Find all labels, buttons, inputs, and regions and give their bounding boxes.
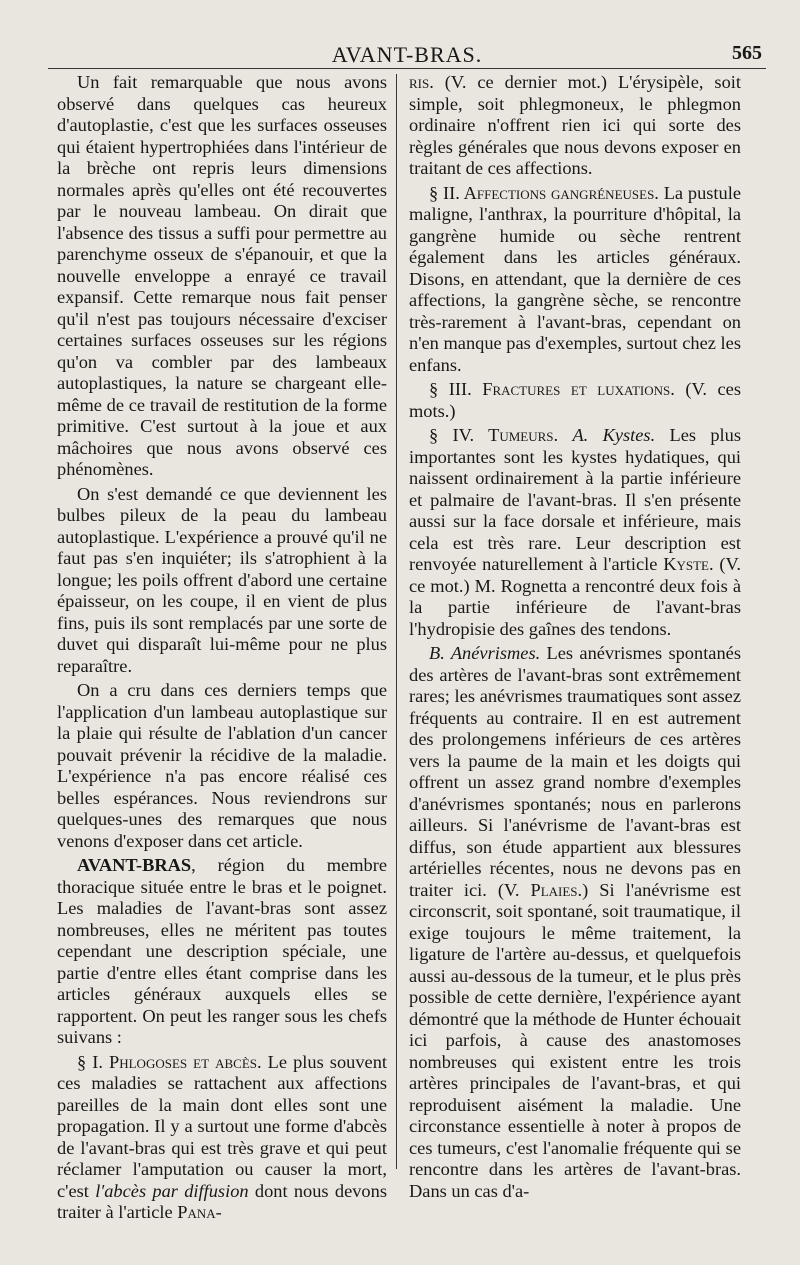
paragraph (57, 1052, 387, 1224)
cross-reference: Plaies (530, 879, 578, 900)
paragraph: Un fait remarquable que nous avons observé dans quelques cas heureux d'autoplastie, c'est que les surfaces osseuses qui étaient hypertrophiées dans l'intérieur de la brèche ont repris leurs dimensions normales après qu'elles ont été recouvertes par le nouveau lambeau. On dirait que l'absence des tissus a suffi pour permettre au parenchyme osseux de s'épanouir, et que la nouvelle enveloppe a enrayé ce travail expansif. Cette remarque nous fait penser qu'il n'est pas toujours nécessaire d'exciser certaines surfaces osseuses sur les régions qu'on va combler par des lambeaux autoplastiques, la nature se chargeant elle-même de ce travail de restitution de la forme primitive. C'est surtout à la joue et aux mâchoires que nous avons observé ces phénomènes. (57, 72, 387, 479)
section-heading: § II. Affections gangréneuses. (429, 182, 659, 203)
italic-term: l'abcès par diffusion (95, 1180, 249, 1201)
paragraph (409, 379, 741, 422)
paragraph (409, 643, 741, 1202)
paragraph: On s'est demandé ce que deviennent les bulbes pileux de la peau du lambeau autoplastique. L'expérience a prouvé qu'il ne faut pas s'en inquiéter; ils s'atrophient à la longue; les poils offrent d'abord une certaine épaisseur, on les coupe, il en vient de plus fins, puis ils sont remplacés par une sorte de duvet qui disparaît lui-même pour ne plus reparaître. (57, 483, 387, 676)
section-text: Les plus importantes sont les kystes hydatiques, qui naissent ordinairement à la partie inférieure et palmaire de l'avant-bras. Il s'en présente aussi sur la face dorsale et inférieure, mais cela est très rare. Leur description est renvoyée naturellement à l'article (409, 425, 742, 574)
running-title: AVANT-BRAS. (331, 42, 483, 67)
section-heading: § IV. Tumeurs. (429, 425, 559, 445)
section-text: La pustule maligne, l'anthrax, la pourriture d'hôpital, la gangrène humide ou sèche rentrent également dans les articles généraux. Disons, en attendant, que la dernière de ces affections, la gangrène sèche, se rencontre très-rarement à l'avant-bras, cependant on n'en manque pas d'exemples, surtout chez les enfans. (409, 182, 741, 375)
section-text: .) Si l'anévrisme est circonscrit, soit spontané, soit traumatique, il exige toujours le même traitement, la ligature de l'artère au-dessus, et quelquefois aussi au-dessous de la tumeur, et le plus près possible de cette dernière, l'expérience ayant démontré que la méthode de Hunter échouait ici parfois, à cause des anastomoses nombreuses qui existent entre les trois artères principales de l'avant-bras, et qui reproduisent aisément la maladie. Une circonstance essentielle à noter à propos de ces tumeurs, c'est l'anomalie fréquente qui se rencontre dans les artères de l'avant-bras. Dans un cas d'a- (409, 879, 741, 1201)
subsection-heading: A. Kystes. (572, 425, 656, 445)
paragraph (409, 183, 741, 377)
section-text: . (V. ce mot.) M. Rognetta a rencontré deux fois à la partie inférieure de l'avant-bras l'hydropisie des gaînes des tendons. (409, 554, 742, 639)
section-heading: § III. Fractures et luxations. (429, 379, 675, 399)
right-column (409, 72, 741, 1205)
subsection-heading: B. Anévrismes. (429, 643, 541, 663)
cross-reference: ris (409, 72, 430, 92)
entry-text: , région du membre thoracique située entre le bras et le poignet. Les maladies de l'avant-bras sont assez nombreuses, elles ne méritent pas toutes cependant une description spéciale, une partie d'entre elles étant comprise dans les articles généraux auxquels elles se rapportent. On peut les ranger sous les chefs suivans : (57, 855, 387, 1047)
section-text: . (V. ce dernier mot.) L'érysipèle, soit simple, soit phlegmoneux, le phlegmon ordinaire n'offrent rien ici qui sorte des règles générales que nous devons exposer en traitant de ces affections. (409, 72, 741, 178)
page-number: 565 (732, 42, 762, 64)
section-text: Les anévrismes spontanés des artères de l'avant-bras sont extrêmement rares; les anévrismes traumatiques sont assez fréquents au contraire. Il en est autrement des prolongemens inférieurs de ces artères vers la paume de la main et les doigts qui offrent un assez grand nombre d'exemples d'anévrismes spontanés; nous en parlerons ailleurs. Si l'anévrisme de l'avant-bras est diffus, son étude appartient aux blessures artérielles récentes, nous ne devons pas en traiter ici. (V. (409, 643, 741, 900)
entry-heading: AVANT-BRAS (77, 855, 192, 875)
page-header (48, 42, 766, 69)
paragraph (409, 72, 741, 180)
paragraph (57, 855, 387, 1049)
section-text: dont nous devons traiter à l'article (57, 1180, 387, 1222)
section-text: (V. ces mots.) (409, 379, 741, 421)
left-column (57, 72, 387, 1227)
column-divider (396, 74, 397, 1169)
cross-reference: Kyste (663, 554, 709, 574)
section-text: Le plus souvent ces maladies se rattachent aux affections pareilles de la main dont elles sont une propagation. Il y a surtout une forme d'abcès de l'avant-bras qui est très grave et qui peut réclamer l'amputation ou causer la mort, c'est (57, 1051, 388, 1201)
cross-reference: Pana- (177, 1202, 222, 1222)
section-heading: § I. Phlogoses et abcès. (77, 1051, 262, 1072)
paragraph (409, 425, 741, 640)
paragraph: On a cru dans ces derniers temps que l'application d'un lambeau autoplastique sur la plaie qui résulte de l'ablation d'un cancer pouvait prévenir la récidive de la maladie. L'expérience n'a pas encore réalisé ces belles espérances. Nous reviendrons sur quelques-unes des remarques que nous venons d'exposer dans cet article. (57, 680, 387, 851)
